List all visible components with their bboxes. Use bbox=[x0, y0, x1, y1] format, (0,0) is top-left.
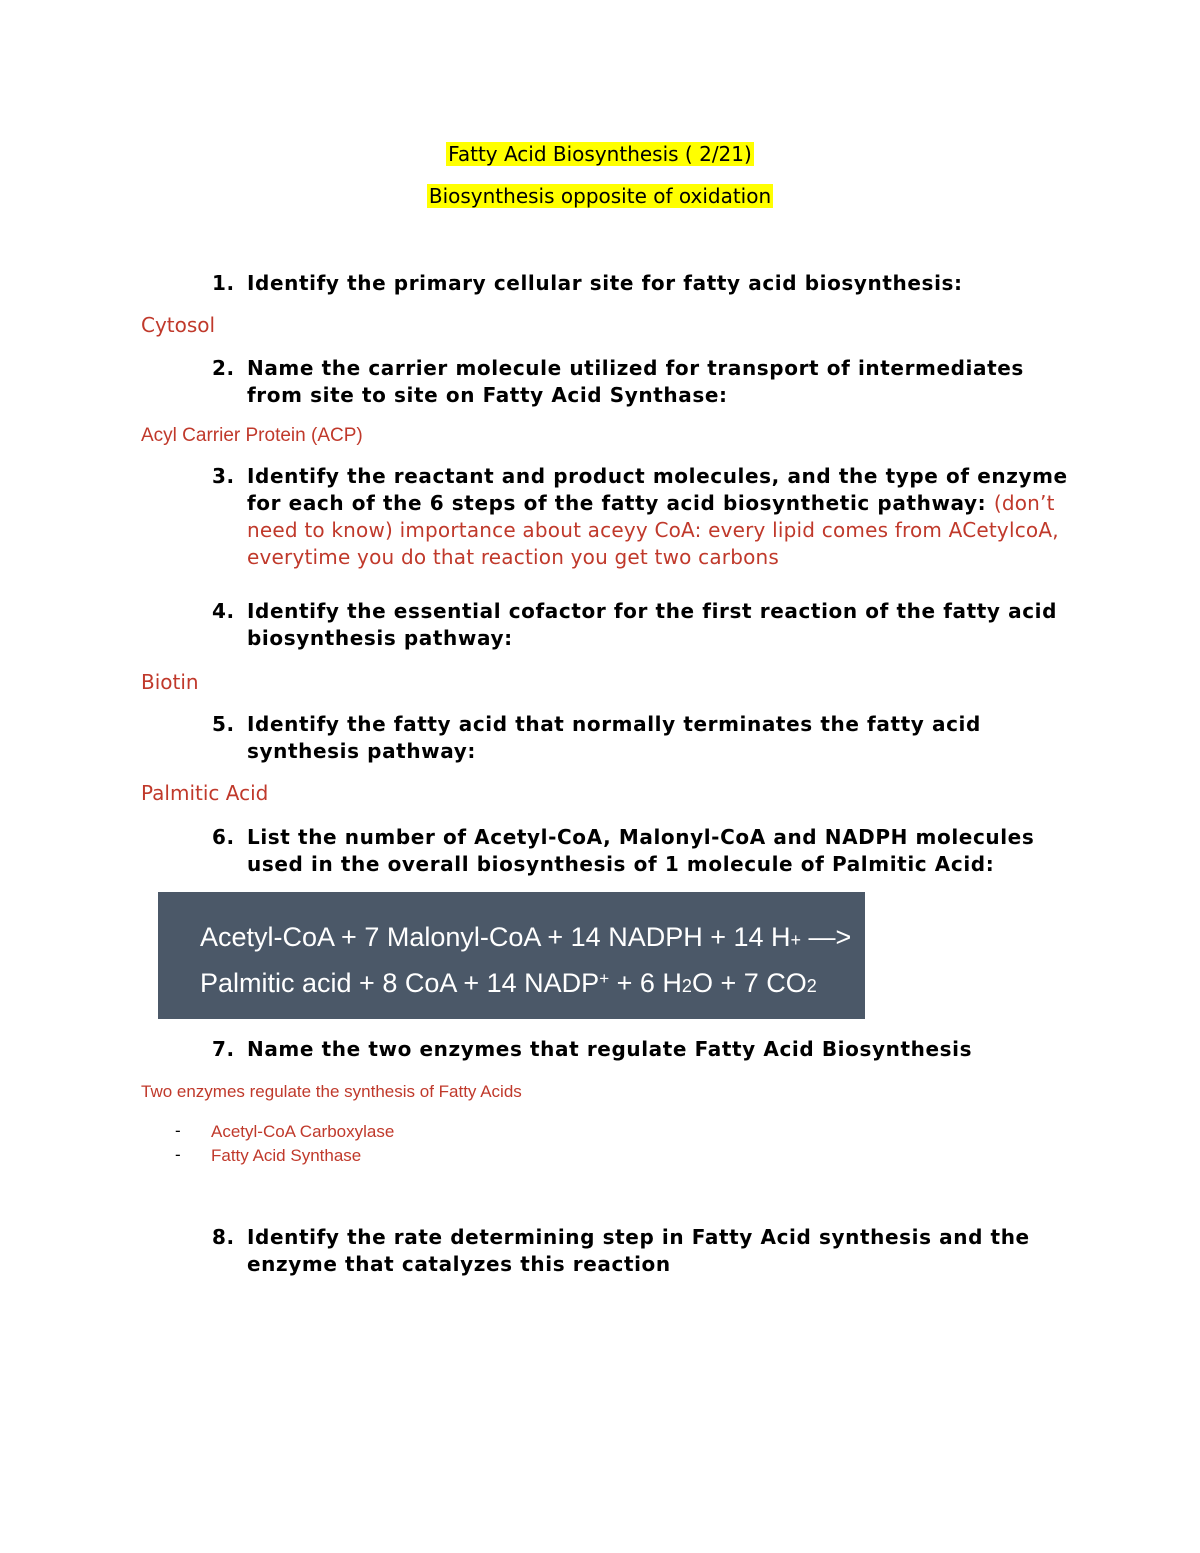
question-5 bbox=[212, 711, 1072, 765]
question-8 bbox=[212, 1224, 1072, 1278]
page-subtitle-text: Biosynthesis opposite of oxidation bbox=[428, 184, 772, 208]
question-6 bbox=[212, 824, 1072, 878]
equation-subscript: 2 bbox=[681, 976, 692, 996]
equation-reactants: Acetyl-CoA + 7 Malonyl-CoA + 14 NADPH + 14 H bbox=[200, 922, 791, 952]
answer-1: Cytosol bbox=[141, 313, 216, 337]
question-number: 5. bbox=[212, 712, 235, 736]
page-subtitle bbox=[0, 183, 1200, 209]
question-7 bbox=[212, 1036, 1072, 1063]
question-text: Name the carrier molecule utilized for transport of intermediates from site to site on Fatty Acid Synthase: bbox=[247, 356, 1024, 407]
equation-products-c: O + 7 CO bbox=[691, 968, 807, 998]
equation-subscript: + bbox=[790, 930, 802, 950]
question-3 bbox=[212, 463, 1072, 571]
answer-2: Acyl Carrier Protein (ACP) bbox=[141, 425, 363, 446]
equation-products-b: + 6 H bbox=[609, 968, 682, 998]
question-number: 8. bbox=[212, 1225, 235, 1249]
question-number: 1. bbox=[212, 271, 235, 295]
page-title bbox=[0, 141, 1200, 167]
equation-line-1 bbox=[200, 920, 851, 957]
answer-5: Palmitic Acid bbox=[141, 781, 269, 805]
list-item: Acetyl-CoA Carboxylase bbox=[211, 1122, 395, 1141]
question-number: 2. bbox=[212, 356, 235, 380]
list-bullet: - bbox=[175, 1121, 181, 1140]
question-text: Identify the fatty acid that normally terminates the fatty acid synthesis pathway: bbox=[247, 712, 981, 763]
question-number: 6. bbox=[212, 825, 235, 849]
question-text: Identify the reactant and product molecules, and the type of enzyme for each of the 6 steps of the fatty acid biosynthetic pathway: bbox=[247, 464, 1068, 515]
question-number: 3. bbox=[212, 464, 235, 488]
question-text: Identify the rate determining step in Fatty Acid synthesis and the enzyme that catalyzes this reaction bbox=[247, 1225, 1030, 1276]
equation-subscript: 2 bbox=[806, 976, 817, 996]
question-note: (don’t need to know) importance about aceyy CoA: every lipid comes from ACetylcoA, everytime you do that reaction you get two carbons bbox=[247, 491, 1059, 569]
question-4 bbox=[212, 598, 1072, 652]
equation-image bbox=[158, 892, 865, 1019]
question-number: 7. bbox=[212, 1037, 235, 1061]
question-text: List the number of Acetyl-CoA, Malonyl-CoA and NADPH molecules used in the overall biosynthesis of 1 molecule of Palmitic Acid: bbox=[247, 825, 1035, 876]
page-title-text: Fatty Acid Biosynthesis ( 2/21) bbox=[448, 142, 752, 166]
list-item: Fatty Acid Synthase bbox=[211, 1146, 362, 1165]
answer-7: Two enzymes regulate the synthesis of Fatty Acids bbox=[141, 1082, 522, 1101]
equation-superscript: + bbox=[599, 969, 610, 988]
equation-arrow: —> bbox=[801, 922, 852, 952]
equation-line-2 bbox=[200, 962, 817, 1003]
question-text: Name the two enzymes that regulate Fatty Acid Biosynthesis bbox=[247, 1037, 973, 1061]
answer-4: Biotin bbox=[141, 670, 199, 694]
question-text: Identify the essential cofactor for the first reaction of the fatty acid biosynthesis pathway: bbox=[247, 599, 1058, 650]
question-text: Identify the primary cellular site for fatty acid biosynthesis: bbox=[247, 271, 963, 295]
equation-products-a: Palmitic acid + 8 CoA + 14 NADP bbox=[200, 968, 600, 998]
question-2 bbox=[212, 355, 1072, 409]
list-bullet: - bbox=[175, 1145, 181, 1164]
question-text-block bbox=[212, 463, 1072, 571]
question-1 bbox=[212, 270, 1072, 297]
question-number: 4. bbox=[212, 599, 235, 623]
